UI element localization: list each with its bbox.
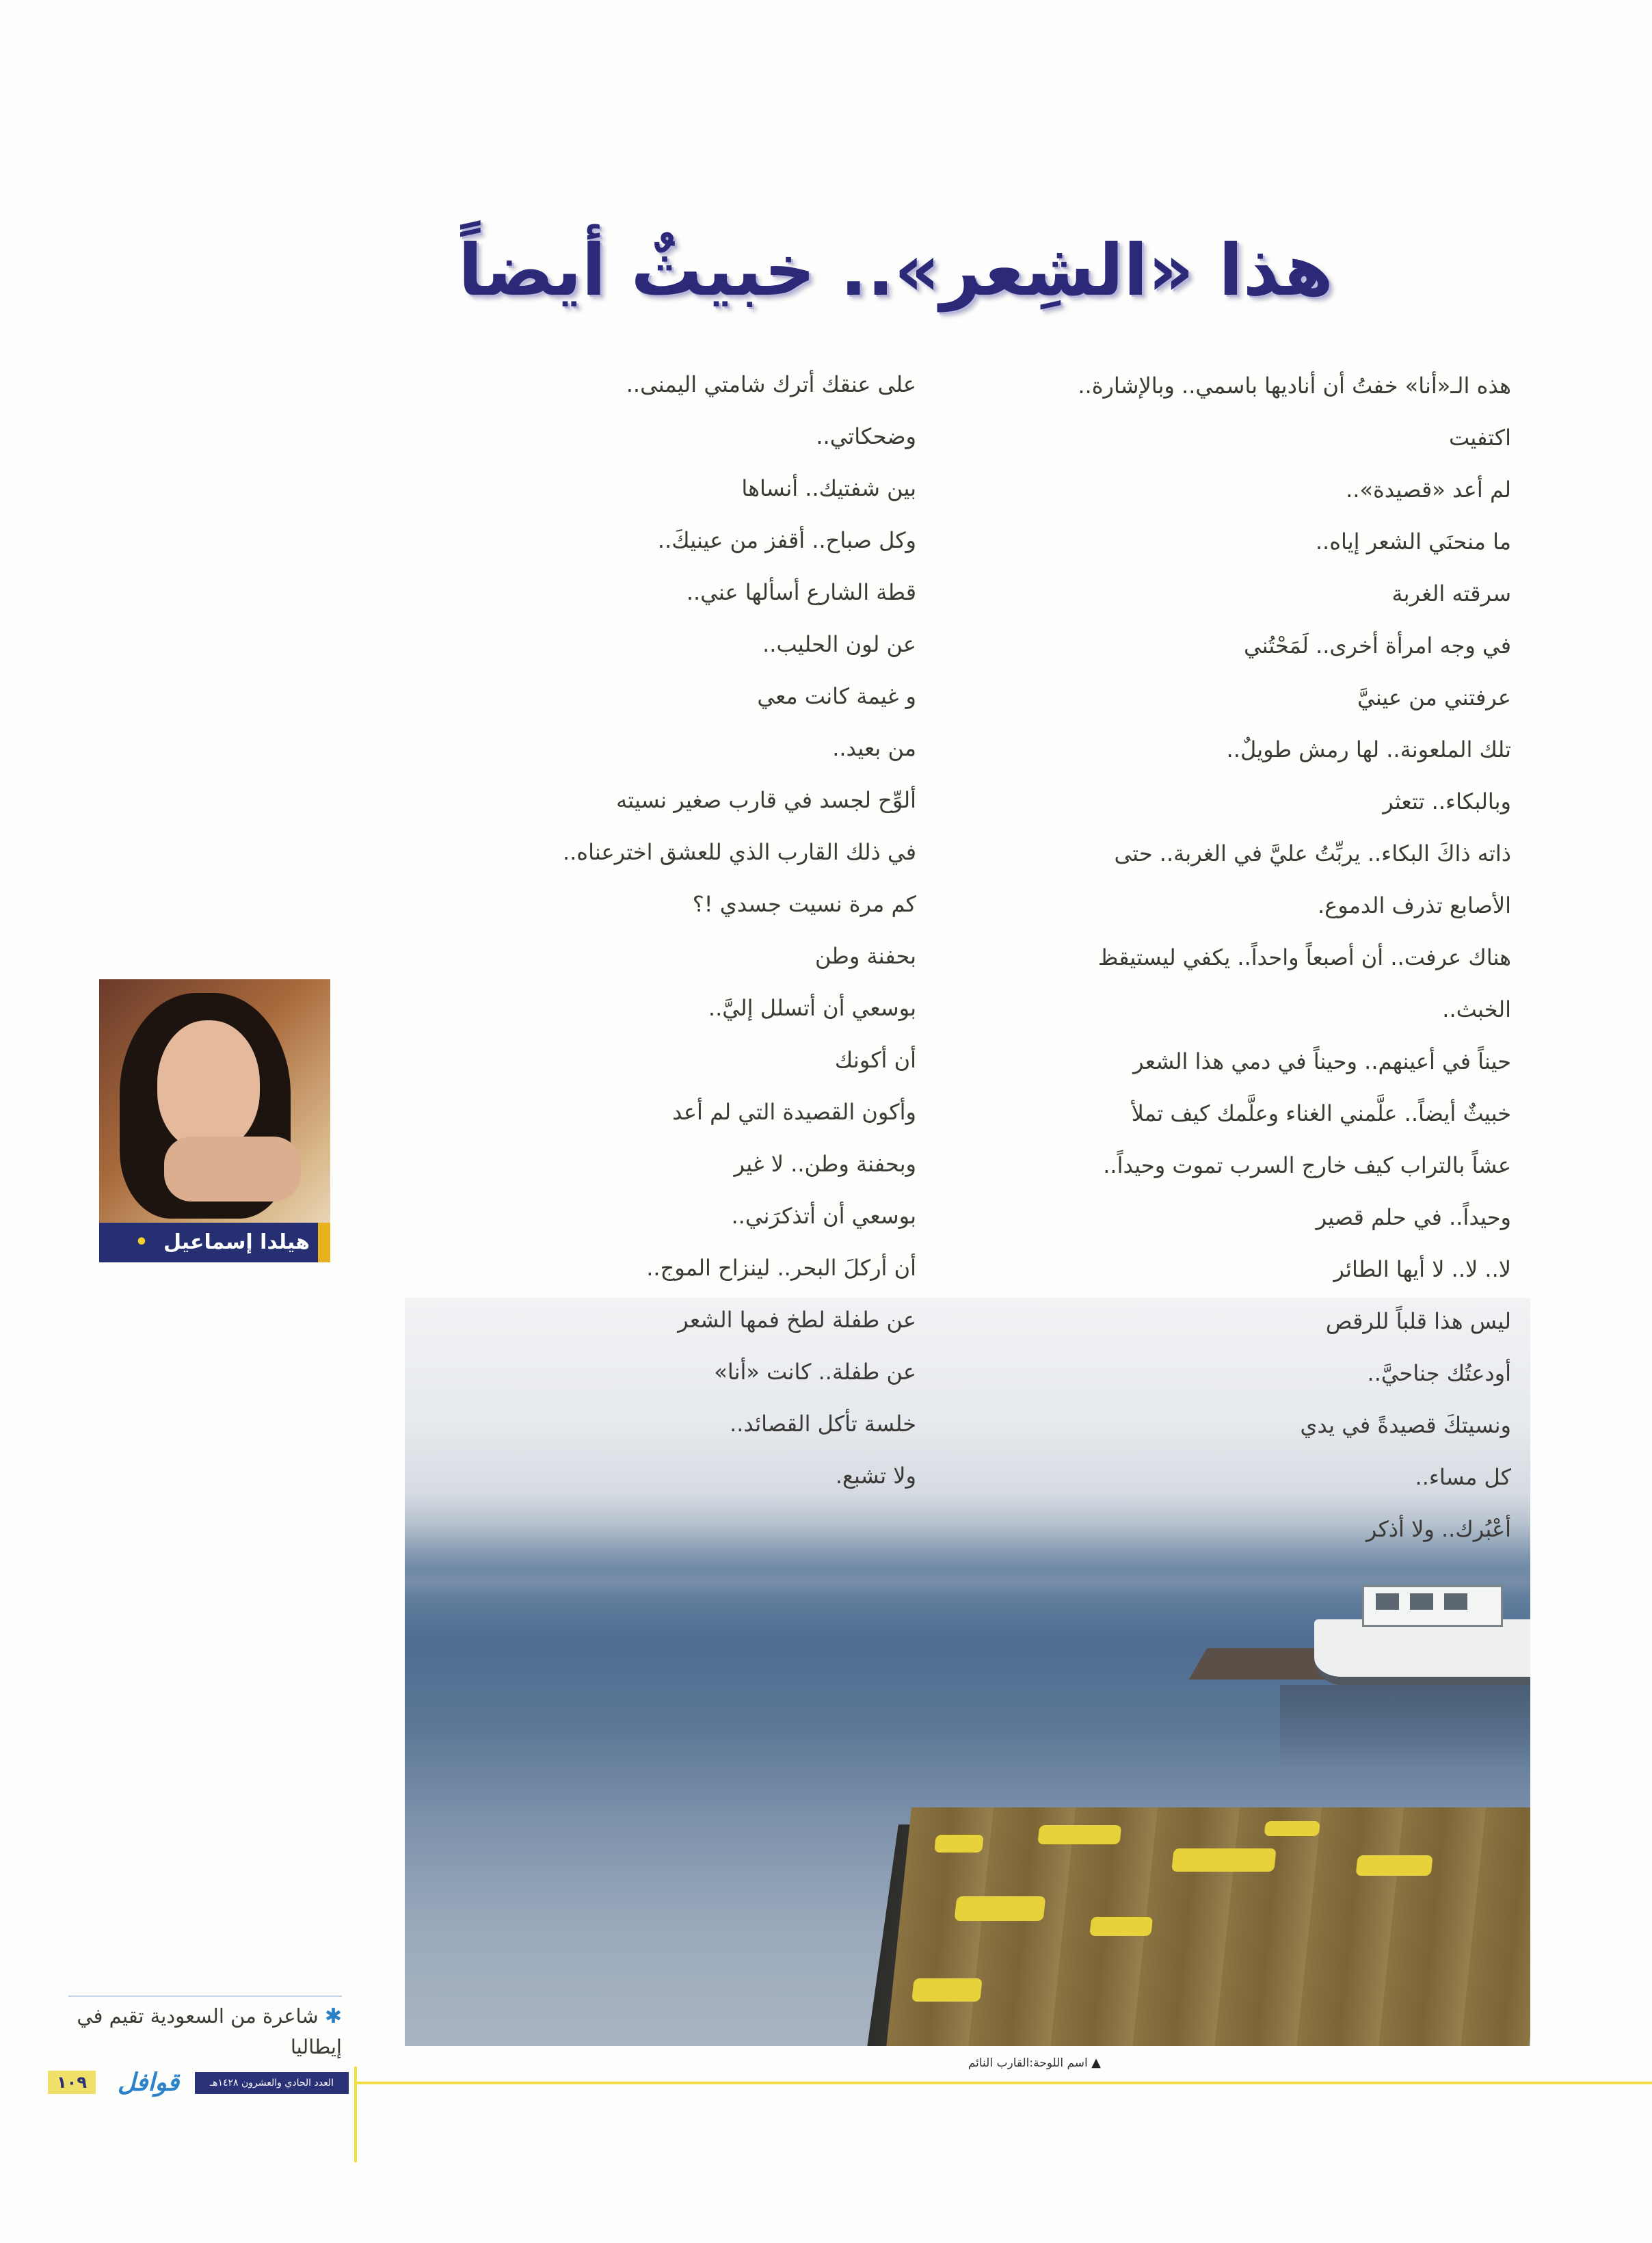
poem-line: حيناً في أعينهم.. وحيناً في دمي هذا الشعر: [1133, 1048, 1511, 1074]
boat-window: [1410, 1593, 1433, 1610]
author-note-text: شاعرة من السعودية تقيم في إيطاليا: [77, 2004, 342, 2058]
footer-rule-vertical: [354, 2067, 357, 2162]
author-portrait: [99, 979, 330, 1262]
yellow-paint-patch: [955, 1896, 1046, 1921]
poem-line: هناك عرفت.. أن أصبعاً واحداً.. يكفي ليستيقظ: [1097, 944, 1511, 970]
poem-line: وبحفنة وطن.. لا غير: [734, 1151, 916, 1177]
poem-line: بوسعي أن أتذكرَني..: [731, 1203, 916, 1229]
poem-line: وبالبكاء.. تتعثر: [1383, 788, 1511, 814]
page-number: ١٠٩: [48, 2071, 96, 2094]
poem-line: في ذلك القارب الذي للعشق اخترعناه..: [562, 839, 916, 865]
poem-column-left: [479, 358, 916, 1502]
poem-line: سرقته الغربة: [1391, 581, 1511, 607]
poem-line: من بعيد..: [832, 735, 916, 761]
author-note: [68, 1995, 342, 2062]
triangle-icon: ▲: [1091, 2056, 1101, 2070]
poem-line: عشاً بالتراب كيف خارج السرب تموت وحيداً..: [1103, 1152, 1511, 1178]
article-title: هذا «الشِعر».. خبيثٌ أيضاً: [458, 228, 1333, 312]
poem-line: كل مساء..: [1415, 1464, 1511, 1490]
poem-line: عرفتني من عينيَّ: [1357, 685, 1511, 711]
boat-window: [1376, 1593, 1399, 1610]
poem-line: اكتفيت: [1448, 425, 1511, 451]
poem-line: بوسعي أن أتسلل إليَّ..: [708, 995, 916, 1021]
yellow-paint-patch: [934, 1835, 984, 1853]
yellow-paint-patch: [1171, 1848, 1277, 1872]
poem-line: أعْبُرك.. ولا أذكر: [1365, 1516, 1511, 1542]
poem-line: عن طفلة.. كانت «أنا»: [714, 1359, 916, 1385]
poem-line: لا.. لا.. لا أيها الطائر: [1333, 1256, 1511, 1282]
issue-label: العدد الحادي والعشرون ١٤٢٨هـ: [195, 2072, 349, 2094]
asterisk-icon: ✱: [324, 2004, 342, 2028]
boat-hull: [1314, 1619, 1530, 1685]
poem-line: الخبث..: [1442, 996, 1511, 1022]
poem-line: أودعتُك جناحيَّ..: [1367, 1360, 1511, 1386]
caption-title: القارب النائم: [968, 2056, 1030, 2070]
poem-line: تلك الملعونة.. لها رمش طويلٌ..: [1226, 736, 1511, 762]
yellow-paint-patch: [911, 1978, 983, 2002]
poem-line: على عنقك أترك شامتي اليمنى..: [626, 371, 916, 397]
poem-line: أن أكونك: [834, 1047, 916, 1073]
poem-line: لم أعد «قصيدة»..: [1346, 477, 1511, 503]
poem-column-right: [957, 360, 1511, 1555]
portrait-hands: [164, 1137, 301, 1202]
poem-line: بين شفتيك.. أنساها: [741, 475, 916, 501]
yellow-paint-patch: [1356, 1855, 1433, 1876]
poem-line: ذاته ذاكَ البكاء.. يربِّتُ عليَّ في الغربة.. حتى: [1114, 840, 1511, 866]
wooden-pier: [883, 1807, 1530, 2046]
poem-line: كم مرة نسيت جسدي !؟: [692, 891, 916, 917]
poem-line: قطة الشارع أسألها عني..: [686, 579, 916, 605]
poem-line: هذه الـ«أنا» خفتُ أن أناديها باسمي.. وبالإشارة..: [1078, 373, 1511, 399]
footer-rule-horizontal: [354, 2082, 1652, 2084]
poem-line: بحفنة وطن: [814, 943, 916, 969]
portrait-face: [157, 1020, 260, 1150]
poem-line: وكل صباح.. أقفز من عينيكَ..: [657, 527, 916, 553]
yellow-paint-patch: [1264, 1821, 1320, 1836]
poem-line: خبيثٌ أيضاً.. علَّمني الغناء وعلَّمك كيف تملأ: [1131, 1100, 1511, 1126]
yellow-paint-patch: [1089, 1917, 1153, 1936]
poem-line: الأصابع تذرف الدموع.: [1317, 892, 1511, 918]
magazine-logo: قوافل: [117, 2069, 180, 2097]
poem-line: أن أركلَ البحر.. لينزاح الموج..: [646, 1255, 916, 1281]
poem-line: ألوِّح لجسد في قارب صغير نسيته: [616, 787, 916, 813]
poem-line: في وجه امرأة أخرى.. لَمَحْتُني: [1244, 633, 1511, 659]
poem-line: ونسيتكَ قصيدةً في يدي: [1300, 1412, 1511, 1438]
poem-line: عن طفلة لطخ فمها الشعر: [678, 1307, 916, 1333]
poem-line: ما منحنَي الشعر إياه..: [1315, 529, 1511, 555]
boat-reflection: [1280, 1685, 1530, 1767]
poem-line: و غيمة كانت معي: [757, 683, 916, 709]
poem-line: خلسة تأكل القصائد..: [730, 1411, 916, 1437]
poem-line: وحيداً.. في حلم قصير: [1316, 1204, 1511, 1230]
poem-line: وضحكاتي..: [816, 423, 916, 449]
boat-window: [1444, 1593, 1467, 1610]
poem-line: ولا تشبع.: [835, 1463, 916, 1489]
author-name: هيلدا إسماعيل: [163, 1230, 310, 1254]
photo-caption: [814, 2056, 1101, 2070]
author-name-bar: [99, 1223, 330, 1262]
caption-label: اسم اللوحة:: [1029, 2056, 1088, 2070]
poem-line: عن لون الحليب..: [762, 631, 916, 657]
yellow-paint-patch: [1037, 1825, 1121, 1844]
author-bullet-icon: •: [135, 1230, 148, 1254]
poem-line: وأكون القصيدة التي لم أعد: [672, 1099, 916, 1125]
poem-line: ليس هذا قلباً للرقص: [1325, 1308, 1511, 1334]
page-folio: [48, 2068, 349, 2098]
author-bar-accent: [318, 1223, 330, 1262]
